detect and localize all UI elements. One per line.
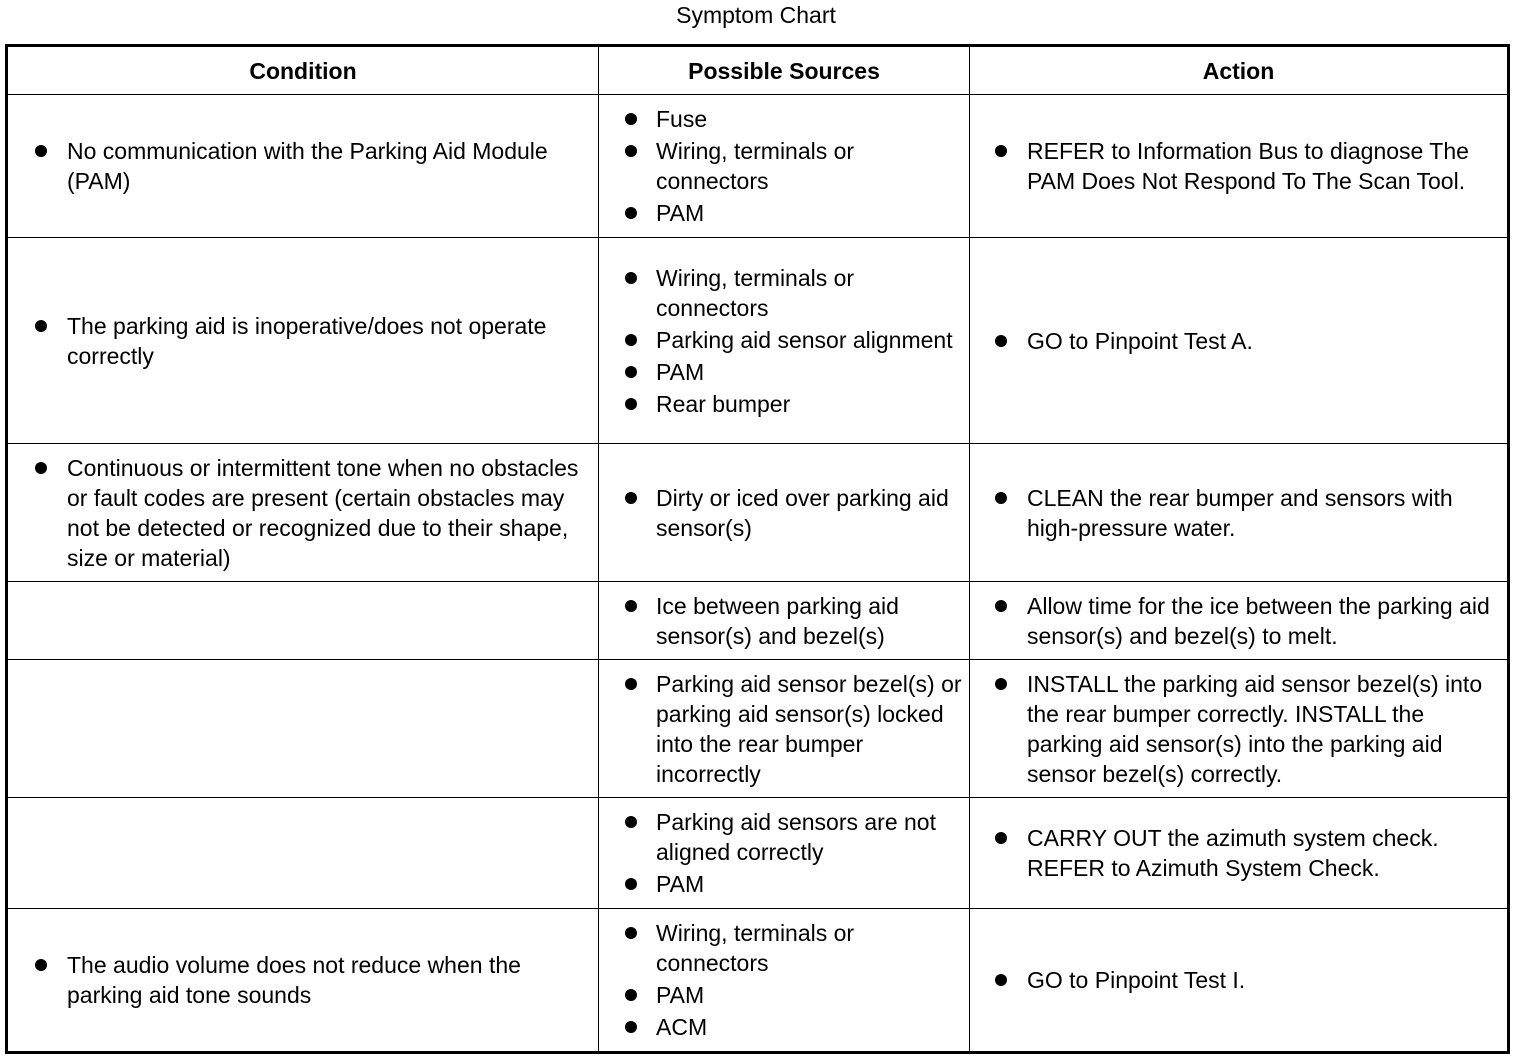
bullet-list <box>599 807 969 899</box>
bullet-icon <box>625 600 637 612</box>
table-row <box>7 909 1509 1053</box>
bullet-icon <box>995 832 1007 844</box>
list-item <box>970 669 1507 789</box>
action-cell <box>970 798 1509 909</box>
list-item-text: Wiring, terminals or connectors <box>656 264 855 321</box>
list-item-text: CLEAN the rear bumper and sensors with high-pressure water. <box>1027 484 1453 541</box>
list-item-text: Parking aid sensor bezel(s) or parking aid sensor(s) locked into the rear bumper incorrectly <box>656 670 962 787</box>
list-item <box>599 325 969 355</box>
list-item-text: REFER to Information Bus to diagnose The PAM Does Not Respond To The Scan Tool. <box>1027 138 1469 194</box>
list-item-text: The parking aid is inoperative/does not operate correctly <box>67 312 547 369</box>
list-item <box>599 104 969 134</box>
table-row <box>7 798 1509 909</box>
bullet-icon <box>995 600 1007 612</box>
bullet-list <box>970 823 1507 883</box>
bullet-icon <box>625 366 637 378</box>
bullet-icon <box>625 145 637 157</box>
list-item <box>599 1012 969 1042</box>
list-item <box>599 980 969 1010</box>
possible-sources-cell <box>599 909 970 1053</box>
bullet-icon <box>625 989 637 1001</box>
bullet-icon <box>625 678 637 690</box>
bullet-icon <box>625 207 637 219</box>
bullet-list <box>970 591 1507 651</box>
bullet-list <box>599 918 969 1042</box>
bullet-icon <box>995 145 1007 157</box>
list-item-text: PAM <box>656 982 705 1008</box>
possible-sources-cell <box>599 238 970 444</box>
bullet-icon <box>625 1021 637 1033</box>
header-row <box>7 46 1509 95</box>
bullet-icon <box>625 272 637 284</box>
bullet-icon <box>995 678 1007 690</box>
table-row <box>7 444 1509 582</box>
bullet-list <box>599 104 969 228</box>
list-item-text: The audio volume does not reduce when the parking aid tone sounds <box>67 952 521 1008</box>
list-item-text: Continuous or intermittent tone when no obstacles or fault codes are present (certain obstacles may not be detected or recognized due to their shape, size or material) <box>67 454 579 571</box>
list-item <box>599 389 969 419</box>
bullet-icon <box>995 335 1007 347</box>
bullet-icon <box>995 492 1007 504</box>
list-item-text: PAM <box>656 871 705 897</box>
list-item-text: PAM <box>656 200 705 226</box>
table-row <box>7 660 1509 798</box>
bullet-icon <box>625 927 637 939</box>
bullet-list <box>8 453 598 573</box>
table-row <box>7 582 1509 660</box>
list-item-text: GO to Pinpoint Test I. <box>1027 967 1246 993</box>
action-cell <box>970 582 1509 660</box>
condition-cell <box>7 444 599 582</box>
bullet-list <box>8 136 598 196</box>
list-item <box>970 591 1507 651</box>
possible-sources-cell <box>599 660 970 798</box>
list-item <box>8 136 598 196</box>
list-item-text: Wiring, terminals or connectors <box>656 138 855 194</box>
possible-sources-cell <box>599 798 970 909</box>
list-item-text: Ice between parking aid sensor(s) and bezel(s) <box>656 592 899 649</box>
bullet-list <box>8 311 598 371</box>
list-item <box>599 357 969 387</box>
bullet-icon <box>35 462 47 474</box>
list-item <box>970 823 1507 883</box>
list-item-text: Dirty or iced over parking aid sensor(s) <box>656 484 949 541</box>
list-item <box>599 136 969 196</box>
list-item-text: Allow time for the ice between the parking aid sensor(s) and bezel(s) to melt. <box>1027 592 1490 649</box>
column-header-action: Action <box>970 46 1509 95</box>
symptom-chart-table <box>5 44 1510 1054</box>
bullet-icon <box>625 878 637 890</box>
bullet-icon <box>625 492 637 504</box>
column-header-possible-sources: Possible Sources <box>599 46 970 95</box>
action-cell <box>970 909 1509 1053</box>
list-item <box>599 669 969 789</box>
table-body <box>7 95 1509 1053</box>
table-row <box>7 238 1509 444</box>
bullet-icon <box>625 816 637 828</box>
bullet-list <box>8 950 598 1010</box>
column-header-condition: Condition <box>7 46 599 95</box>
bullet-icon <box>35 145 47 157</box>
list-item-text: Wiring, terminals or connectors <box>656 920 855 976</box>
bullet-list <box>599 591 969 651</box>
list-item <box>970 326 1507 356</box>
list-item <box>8 453 598 573</box>
chart-title: Symptom Chart <box>676 2 836 28</box>
bullet-icon <box>625 398 637 410</box>
bullet-list <box>599 669 969 789</box>
list-item-text: INSTALL the parking aid sensor bezel(s) into the rear bumper correctly. INSTALL the parking aid sensor(s) into the parking aid sensor bezel(s) correctly. <box>1027 670 1483 787</box>
list-item-text: Parking aid sensor alignment <box>656 326 953 353</box>
list-item-text: Parking aid sensors are not aligned correctly <box>656 809 936 865</box>
list-item-text: ACM <box>656 1014 708 1040</box>
list-item <box>599 591 969 651</box>
bullet-list <box>599 483 969 543</box>
possible-sources-cell <box>599 582 970 660</box>
condition-cell <box>7 909 599 1053</box>
bullet-icon <box>995 974 1007 986</box>
bullet-icon <box>625 113 637 125</box>
bullet-list <box>970 326 1507 356</box>
list-item-text: PAM <box>656 358 705 385</box>
list-item <box>970 483 1507 543</box>
list-item <box>599 807 969 867</box>
bullet-list <box>970 483 1507 543</box>
list-item-text: Fuse <box>656 106 708 132</box>
list-item <box>599 483 969 543</box>
condition-cell <box>7 238 599 444</box>
condition-cell <box>7 95 599 238</box>
list-item <box>970 965 1507 995</box>
bullet-icon <box>35 320 47 332</box>
bullet-icon <box>35 959 47 971</box>
list-item-text: Rear bumper <box>656 390 791 417</box>
action-cell <box>970 660 1509 798</box>
list-item <box>599 918 969 978</box>
list-item <box>8 950 598 1010</box>
bullet-list <box>970 965 1507 995</box>
possible-sources-cell <box>599 444 970 582</box>
list-item <box>599 263 969 323</box>
list-item-text: CARRY OUT the azimuth system check. REFER to Azimuth System Check. <box>1027 825 1439 881</box>
bullet-list <box>970 669 1507 789</box>
condition-cell <box>7 582 599 660</box>
list-item-text: GO to Pinpoint Test A. <box>1027 327 1253 354</box>
action-cell <box>970 95 1509 238</box>
action-cell <box>970 238 1509 444</box>
condition-cell <box>7 798 599 909</box>
bullet-icon <box>625 334 637 346</box>
possible-sources-cell <box>599 95 970 238</box>
bullet-list <box>599 263 969 419</box>
action-cell <box>970 444 1509 582</box>
bullet-list <box>970 136 1507 196</box>
table-row <box>7 95 1509 238</box>
list-item <box>8 311 598 371</box>
list-item-text: No communication with the Parking Aid Module (PAM) <box>67 138 548 194</box>
list-item <box>599 198 969 228</box>
condition-cell <box>7 660 599 798</box>
list-item <box>970 136 1507 196</box>
list-item <box>599 869 969 899</box>
